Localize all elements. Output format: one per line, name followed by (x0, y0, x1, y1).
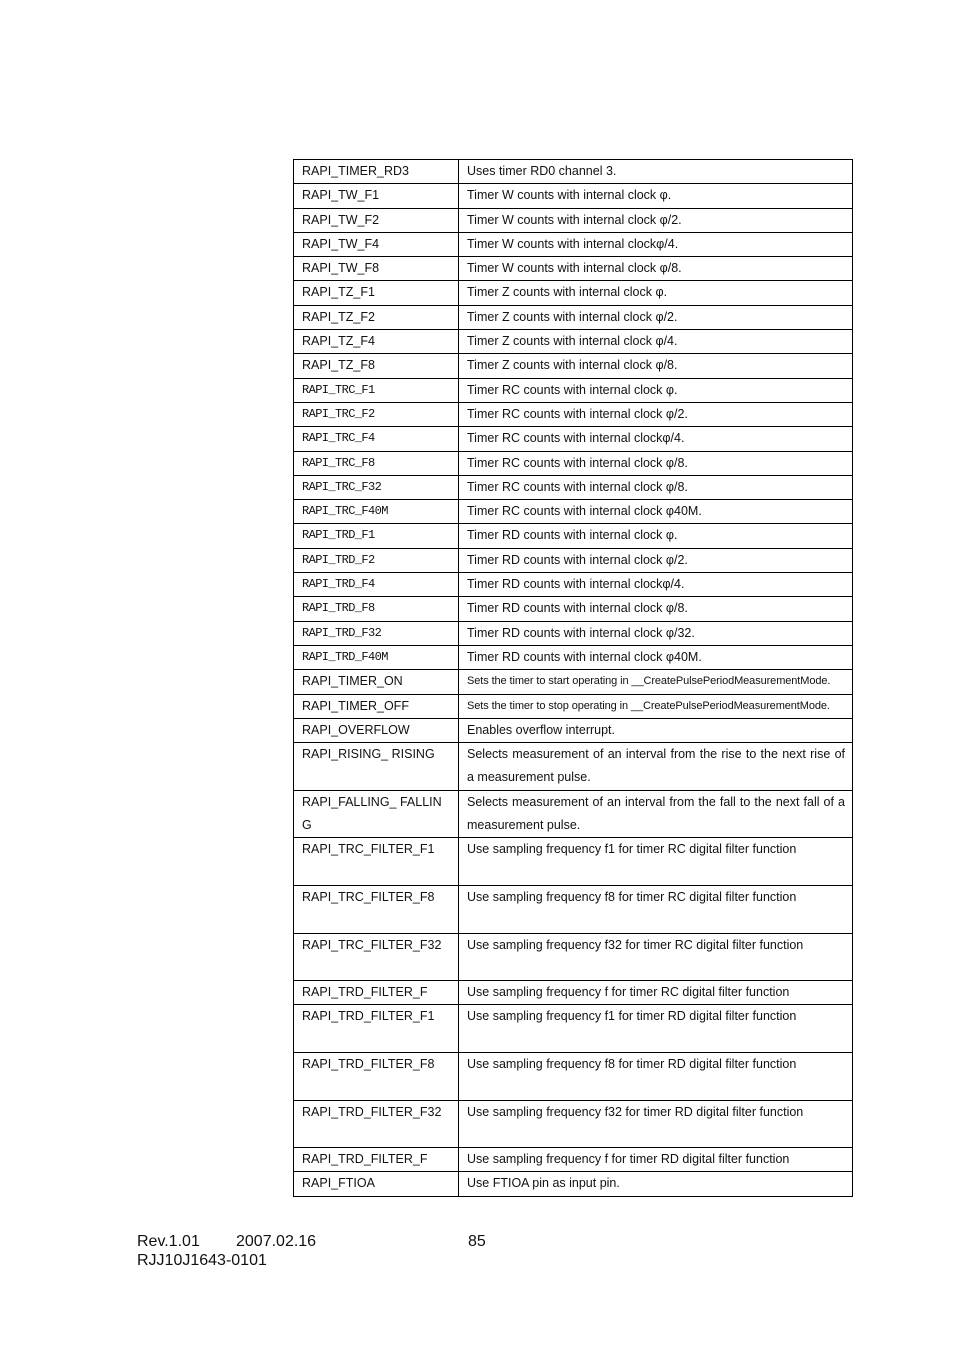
table-row (294, 208, 853, 232)
table-row (294, 573, 853, 597)
param-name: RAPI_TRC_FILTER_F32 (294, 933, 459, 981)
param-description: Timer W counts with internal clockφ/4. (459, 232, 853, 256)
table-row (294, 475, 853, 499)
param-name: RAPI_TW_F8 (294, 257, 459, 281)
param-description: Use sampling frequency f8 for timer RD digital filter function (459, 1052, 853, 1100)
param-name: RAPI_TRD_FILTER_F32 (294, 1100, 459, 1148)
param-name: RAPI_FALLING_ FALLING (294, 790, 459, 838)
table-row (294, 885, 853, 933)
param-description: Timer RD counts with internal clock φ. (459, 524, 853, 548)
param-description: Timer Z counts with internal clock φ/2. (459, 305, 853, 329)
param-name: RAPI_FTIOA (294, 1172, 459, 1196)
table-row (294, 743, 853, 791)
param-description: Sets the timer to start operating in __CreatePulsePeriodMeasurementMode. (459, 670, 853, 694)
table-row (294, 1172, 853, 1196)
param-name: RAPI_TRD_FILTER_F1 (294, 1005, 459, 1053)
param-name: RAPI_TW_F4 (294, 232, 459, 256)
table-row (294, 838, 853, 886)
param-name: RAPI_TRC_F40M (294, 500, 459, 524)
param-name: RAPI_TZ_F2 (294, 305, 459, 329)
param-name: RAPI_TRD_F4 (294, 573, 459, 597)
param-name: RAPI_TW_F1 (294, 184, 459, 208)
table-row (294, 354, 853, 378)
table-row (294, 933, 853, 981)
param-description: Use sampling frequency f8 for timer RC digital filter function (459, 885, 853, 933)
table-row (294, 524, 853, 548)
param-description: Use sampling frequency f32 for timer RD digital filter function (459, 1100, 853, 1148)
param-name: RAPI_TZ_F1 (294, 281, 459, 305)
footer-revision: Rev.1.01 (137, 1233, 200, 1250)
param-name: RAPI_TIMER_RD3 (294, 160, 459, 184)
table-row (294, 257, 853, 281)
table-row (294, 981, 853, 1005)
footer-date: 2007.02.16 (236, 1233, 317, 1250)
table-row (294, 718, 853, 742)
footer-doc-number: RJJ10J1643-0101 (137, 1252, 267, 1269)
table-row (294, 1005, 853, 1053)
param-name: RAPI_TRD_FILTER_F (294, 981, 459, 1005)
param-description: Timer W counts with internal clock φ/2. (459, 208, 853, 232)
table-row (294, 694, 853, 718)
param-name: RAPI_TRD_F2 (294, 548, 459, 572)
param-name: RAPI_TRC_F32 (294, 475, 459, 499)
table-row (294, 402, 853, 426)
table-row (294, 790, 853, 838)
table-row (294, 427, 853, 451)
param-name: RAPI_TW_F2 (294, 208, 459, 232)
param-name: RAPI_TRC_FILTER_F8 (294, 885, 459, 933)
table-row (294, 548, 853, 572)
table-row (294, 621, 853, 645)
table-row (294, 160, 853, 184)
param-name: RAPI_TRD_FILTER_F (294, 1148, 459, 1172)
table-row (294, 670, 853, 694)
param-description: Timer RC counts with internal clock φ/2. (459, 402, 853, 426)
param-description: Use sampling frequency f1 for timer RD digital filter function (459, 1005, 853, 1053)
param-name: RAPI_TRD_F1 (294, 524, 459, 548)
param-description: Use sampling frequency f32 for timer RC digital filter function (459, 933, 853, 981)
param-name: RAPI_TRC_FILTER_F1 (294, 838, 459, 886)
table-row (294, 305, 853, 329)
param-description: Timer Z counts with internal clock φ. (459, 281, 853, 305)
param-description: Timer RD counts with internal clock φ/32. (459, 621, 853, 645)
table-row (294, 500, 853, 524)
param-description: Timer RC counts with internal clock φ/8. (459, 475, 853, 499)
param-description: Use FTIOA pin as input pin. (459, 1172, 853, 1196)
param-name: RAPI_TRD_F32 (294, 621, 459, 645)
param-name: RAPI_TRC_F8 (294, 451, 459, 475)
param-name: RAPI_TRC_F2 (294, 402, 459, 426)
param-description: Timer RC counts with internal clock φ. (459, 378, 853, 402)
table-row (294, 1052, 853, 1100)
table-row (294, 184, 853, 208)
table-row (294, 232, 853, 256)
param-description: Timer W counts with internal clock φ/8. (459, 257, 853, 281)
param-description: Use sampling frequency f1 for timer RC digital filter function (459, 838, 853, 886)
table-row (294, 645, 853, 669)
param-name: RAPI_TIMER_ON (294, 670, 459, 694)
param-name: RAPI_TIMER_OFF (294, 694, 459, 718)
table-row (294, 281, 853, 305)
param-name: RAPI_TRC_F4 (294, 427, 459, 451)
page-number: 85 (468, 1233, 486, 1250)
param-description: Timer RC counts with internal clockφ/4. (459, 427, 853, 451)
param-name: RAPI_TRD_F8 (294, 597, 459, 621)
param-description: Timer RD counts with internal clock φ40M. (459, 645, 853, 669)
param-description: Timer RD counts with internal clock φ/8. (459, 597, 853, 621)
param-description: Timer RD counts with internal clockφ/4. (459, 573, 853, 597)
parameter-table (293, 159, 853, 1197)
param-name: RAPI_TZ_F4 (294, 330, 459, 354)
param-description: Timer RD counts with internal clock φ/2. (459, 548, 853, 572)
table-row (294, 330, 853, 354)
table-row (294, 378, 853, 402)
param-description: Sets the timer to stop operating in __CreatePulsePeriodMeasurementMode. (459, 694, 853, 718)
param-description: Timer Z counts with internal clock φ/4. (459, 330, 853, 354)
param-name: RAPI_TRC_F1 (294, 378, 459, 402)
param-description: Selects measurement of an interval from the rise to the next rise of a measurement pulse. (459, 743, 853, 791)
param-description: Use sampling frequency f for timer RD digital filter function (459, 1148, 853, 1172)
param-description: Timer RC counts with internal clock φ/8. (459, 451, 853, 475)
param-name: RAPI_RISING_ RISING (294, 743, 459, 791)
table-row (294, 1148, 853, 1172)
param-name: RAPI_TRD_F40M (294, 645, 459, 669)
param-description: Use sampling frequency f for timer RC digital filter function (459, 981, 853, 1005)
param-name: RAPI_OVERFLOW (294, 718, 459, 742)
param-description: Timer RC counts with internal clock φ40M. (459, 500, 853, 524)
param-name: RAPI_TZ_F8 (294, 354, 459, 378)
table-row (294, 451, 853, 475)
param-description: Selects measurement of an interval from the fall to the next fall of a measurement pulse. (459, 790, 853, 838)
table-row (294, 597, 853, 621)
param-description: Uses timer RD0 channel 3. (459, 160, 853, 184)
table-row (294, 1100, 853, 1148)
param-name: RAPI_TRD_FILTER_F8 (294, 1052, 459, 1100)
param-description: Timer Z counts with internal clock φ/8. (459, 354, 853, 378)
param-description: Enables overflow interrupt. (459, 718, 853, 742)
param-description: Timer W counts with internal clock φ. (459, 184, 853, 208)
